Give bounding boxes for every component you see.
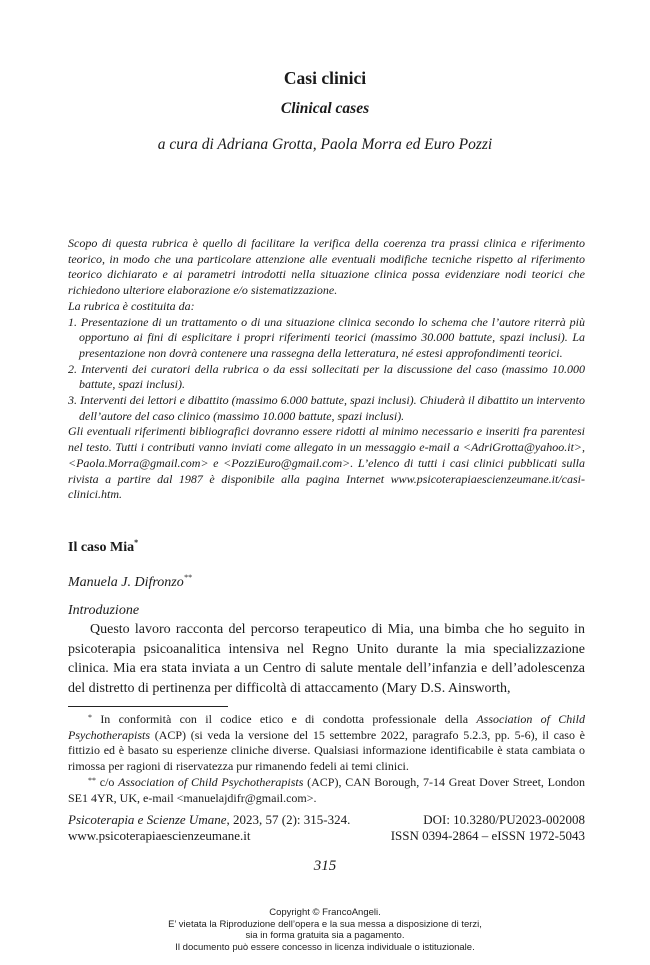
case-title xyxy=(68,540,138,556)
section-subtitle: Clinical cases xyxy=(280,100,370,117)
rubric-list xyxy=(68,315,585,425)
citation xyxy=(68,812,350,828)
copyright-notice xyxy=(0,907,650,953)
footnote-text: (ACP), CAN Borough, 7-14 Great Dover Street, London SE1 4YR, UK, e-mail <manuelajdifr@gmail.com>. xyxy=(68,774,585,805)
rubric-item: 1. Presentazione di un trattamento o di una situazione clinica secondo lo schema che l’autore riterrà più opportuno ai fini di esplicitare i propri riferimenti teorici (massimo 30.000 battute, spazi inclusi). La presentazione non dovrà contenere una rassegna della letteratura, né estesi approfondimenti teorici. xyxy=(68,314,585,360)
rubric-item: 3. Interventi dei lettori e dibattito (massimo 6.000 battute, spazi inclusi). Chiuderà il dibattito un intervento dell’autore del caso clinico (massimo 10.000 battute, spazi inclusi). xyxy=(68,393,585,423)
copyright-line: Il documento può essere concesso in licenza individuale o istituzionale. xyxy=(175,941,475,953)
footnote-1 xyxy=(68,712,585,775)
footnote-assoc: Association of Child Psychotherapists xyxy=(118,774,304,789)
author-text: Manuela J. Difronzo xyxy=(68,575,184,590)
body-paragraph: Questo lavoro racconta del percorso terapeutico di Mia, una bimba che ho seguito in psicoterapia psicoanalitica intensiva nel Regno Unito durante la mia specializzazione clinica. Mia era stata inviata a un Centro di salute mentale dell’infanzia e dell’adolescenza del distretto di pertinenza per difficoltà di attaccamento (Mary D.S. Ainsworth, xyxy=(68,622,585,696)
rubric-closing: Gli eventuali riferimenti bibliografici dovranno essere ridotti al minimo necessario e inseriti fra parentesi nel testo. Tutti i contributi vanno inviati come allegato in un messaggio e-mail a <AdriGrotta@yahoo.it>, <Paola.Morra@gmail.com> e <PozziEuro@gmail.com>. L’elenco di tutti i casi clinici pubblicati sulla rivista a partire dal 1987 è disponibile alla pagina Internet www.psicoterapiaescienzeumane.it/casi-clinici.htm. xyxy=(68,424,585,502)
citation-row xyxy=(68,812,585,828)
rubric-structure: La rubrica è costituita da: xyxy=(68,298,195,313)
footnote-text: (ACP) (si veda la versione del 15 settembre 2022, paragrafo 5.2.3, pp. 5-6), il caso è fittizio ed è basato su esperienze cliniche diverse. Qualsiasi informazione identificabile è stata cambiata o rimossa per ragioni di riservatezza pur rimanendo fedeli ai temi clinici. xyxy=(68,727,585,774)
issn: ISSN 0394-2864 – eISSN 1972-5043 xyxy=(390,828,585,843)
footnote-text: c/o xyxy=(96,774,119,789)
footnote-2 xyxy=(68,775,585,806)
rubric-intro: Scopo di questa rubrica è quello di facilitare la verifica della coerenza tra prassi clinica e riferimento teorico, in modo che una particolare attenzione alle eventuali modifiche tecniche rispetto al riferimento teorico dichiarato e ai parametri introdotti nella situazione clinica possa evidenziare nodi teorici che richiedono ulteriore elaborazione e/o sistematizzazione. xyxy=(68,236,585,298)
section-heading: Introduzione xyxy=(68,603,140,618)
footnote-divider xyxy=(68,706,228,707)
website-row xyxy=(68,828,585,844)
footnote-ref: ** xyxy=(183,573,192,582)
footnote-ref: * xyxy=(134,538,139,547)
case-title-text: Il caso Mia xyxy=(68,540,135,555)
editors-line: a cura di Adriana Grotta, Paola Morra ed Euro Pozzi xyxy=(157,136,493,153)
section-title: Casi clinici xyxy=(283,68,367,88)
page-number: 315 xyxy=(313,858,337,874)
footnote-mark: ** xyxy=(88,775,96,785)
website: www.psicoterapiaescienzeumane.it xyxy=(68,828,251,843)
footnote-mark: * xyxy=(88,713,92,722)
journal-name: Psicoterapia e Scienze Umane xyxy=(68,812,227,827)
rubric-description xyxy=(68,236,585,503)
rubric-item: 2. Interventi dei curatori della rubrica o da essi sollecitati per la discussione del caso (massimo 10.000 battute, spazi inclusi). xyxy=(68,361,585,392)
footnotes xyxy=(68,712,585,806)
footnote-text: In conformità con il codice etico e di condotta professionale della xyxy=(92,712,477,726)
copyright-line: E’ vietata la Riproduzione dell’opera e la sua messa a disposizione di terzi, xyxy=(168,918,482,930)
copyright-line: Copyright © FrancoAngeli. xyxy=(269,907,381,918)
citation-details: , 2023, 57 (2): 315-324. xyxy=(226,812,351,827)
doi: DOI: 10.3280/PU2023-002008 xyxy=(423,812,585,827)
footnote-assoc: Association of Child Psychotherapists xyxy=(68,712,585,742)
bibliographic-info xyxy=(68,812,585,844)
copyright-line: sia in forma gratuita sia a pagamento. xyxy=(245,930,405,941)
author-name xyxy=(68,575,192,591)
